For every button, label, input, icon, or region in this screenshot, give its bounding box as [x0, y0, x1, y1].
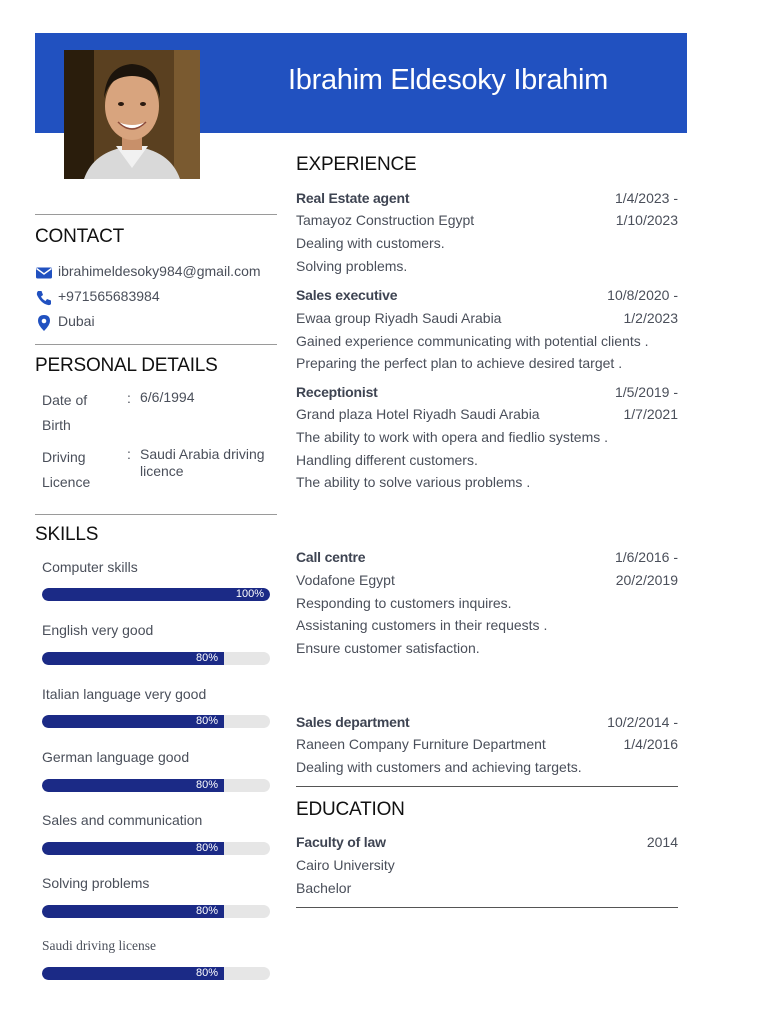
skill-label: Solving problems — [42, 875, 150, 891]
skill-bar — [42, 967, 270, 980]
job-duty: Responding to customers inquires. — [296, 595, 512, 611]
job-entry — [296, 549, 678, 659]
licence-value: Saudi Arabia driving licence — [140, 446, 265, 479]
job-company: Ewaa group Riyadh Saudi Arabia — [296, 310, 502, 326]
personal-details-title: PERSONAL DETAILS — [35, 355, 218, 376]
job-duty: Gained experience communicating with potential clients . — [296, 333, 649, 349]
job-date-end: 1/7/2021 — [623, 406, 678, 422]
school-name: Cairo University — [296, 857, 395, 873]
job-entry — [296, 384, 678, 494]
job-duty: Solving problems. — [296, 258, 408, 274]
job-date-start: 1/5/2019 - — [614, 384, 678, 400]
skill-bar — [42, 652, 270, 665]
job-title: Real Estate agent — [296, 190, 410, 206]
job-title: Receptionist — [296, 384, 378, 400]
skill-bar — [42, 905, 270, 918]
education-entry — [296, 834, 678, 904]
skill-bar — [42, 715, 270, 728]
envelope-icon — [35, 264, 53, 282]
job-duty: Preparing the perfect plan to achieve desired target . — [296, 355, 623, 371]
contact-location — [35, 313, 285, 335]
divider — [35, 214, 277, 215]
job-title: Sales department — [296, 714, 410, 730]
skill-label: Computer skills — [42, 559, 138, 575]
skill-label: Italian language very good — [42, 686, 207, 702]
skill-bar — [42, 779, 270, 792]
dob-value: 6/6/1994 — [140, 389, 195, 405]
job-title: Call centre — [296, 549, 366, 565]
skill-percent: 80% — [195, 779, 218, 791]
divider — [296, 907, 678, 908]
job-duty: The ability to solve various problems . — [296, 474, 531, 490]
job-title: Sales executive — [296, 287, 398, 303]
skill-bar — [42, 588, 270, 601]
job-company: Vodafone Egypt — [296, 572, 395, 588]
job-entry — [296, 714, 678, 784]
colon: : — [127, 390, 131, 406]
candidate-name: Ibrahim Eldesoky Ibrahim — [288, 64, 608, 96]
skill-label: Saudi driving license — [42, 938, 156, 953]
divider — [296, 786, 678, 787]
skill-percent: 80% — [195, 652, 218, 664]
degree-level: Bachelor — [296, 880, 352, 896]
job-entry — [296, 287, 678, 377]
contact-phone[interactable] — [35, 288, 285, 310]
skill-label: German language good — [42, 749, 190, 765]
skill-bar — [42, 842, 270, 855]
phone-icon — [35, 289, 53, 307]
divider — [35, 514, 277, 515]
job-date-end: 1/2/2023 — [623, 310, 678, 326]
job-duty: Ensure customer satisfaction. — [296, 640, 480, 656]
location-pin-icon — [35, 314, 53, 332]
job-date-start: 1/4/2023 - — [614, 190, 678, 206]
skill-percent: 100% — [235, 588, 264, 600]
education-year: 2014 — [646, 834, 678, 850]
job-duty: Dealing with customers. — [296, 235, 445, 251]
job-date-end: 1/10/2023 — [615, 212, 678, 228]
job-company: Raneen Company Furniture Department — [296, 736, 546, 752]
colon: : — [127, 446, 131, 462]
phone-text: +971565683984 — [58, 288, 160, 304]
skill-percent: 80% — [195, 842, 218, 854]
job-date-end: 1/4/2016 — [623, 736, 678, 752]
job-duty: Handling different customers. — [296, 452, 478, 468]
job-company: Grand plaza Hotel Riyadh Saudi Arabia — [296, 406, 540, 422]
skill-percent: 80% — [195, 715, 218, 727]
degree-title: Faculty of law — [296, 834, 386, 850]
job-duty: Dealing with customers and achieving targets. — [296, 759, 582, 775]
contact-title: CONTACT — [35, 226, 125, 247]
location-text: Dubai — [58, 313, 95, 329]
job-duty: Assistaning customers in their requests . — [296, 617, 548, 633]
education-title: EDUCATION — [296, 799, 405, 820]
job-date-start: 1/6/2016 - — [614, 549, 678, 565]
job-date-start: 10/8/2020 - — [607, 287, 678, 303]
dob-label: Date of Birth — [42, 392, 88, 433]
email-text: ibrahimeldesoky984@gmail.com — [58, 263, 261, 279]
skills-title: SKILLS — [35, 524, 99, 545]
experience-title: EXPERIENCE — [296, 154, 417, 175]
job-entry — [296, 190, 678, 280]
skill-percent: 80% — [195, 967, 218, 979]
job-date-end: 20/2/2019 — [615, 572, 678, 588]
skill-percent: 80% — [195, 905, 218, 917]
licence-label: Driving Licence — [42, 449, 91, 490]
contact-email[interactable] — [35, 263, 285, 285]
job-duty: The ability to work with opera and fiedlio systems . — [296, 429, 609, 445]
divider — [35, 344, 277, 345]
job-date-start: 10/2/2014 - — [607, 714, 678, 730]
skill-label: Sales and communication — [42, 812, 203, 828]
profile-photo — [64, 50, 200, 179]
skill-label: English very good — [42, 622, 154, 638]
job-company: Tamayoz Construction Egypt — [296, 212, 475, 228]
